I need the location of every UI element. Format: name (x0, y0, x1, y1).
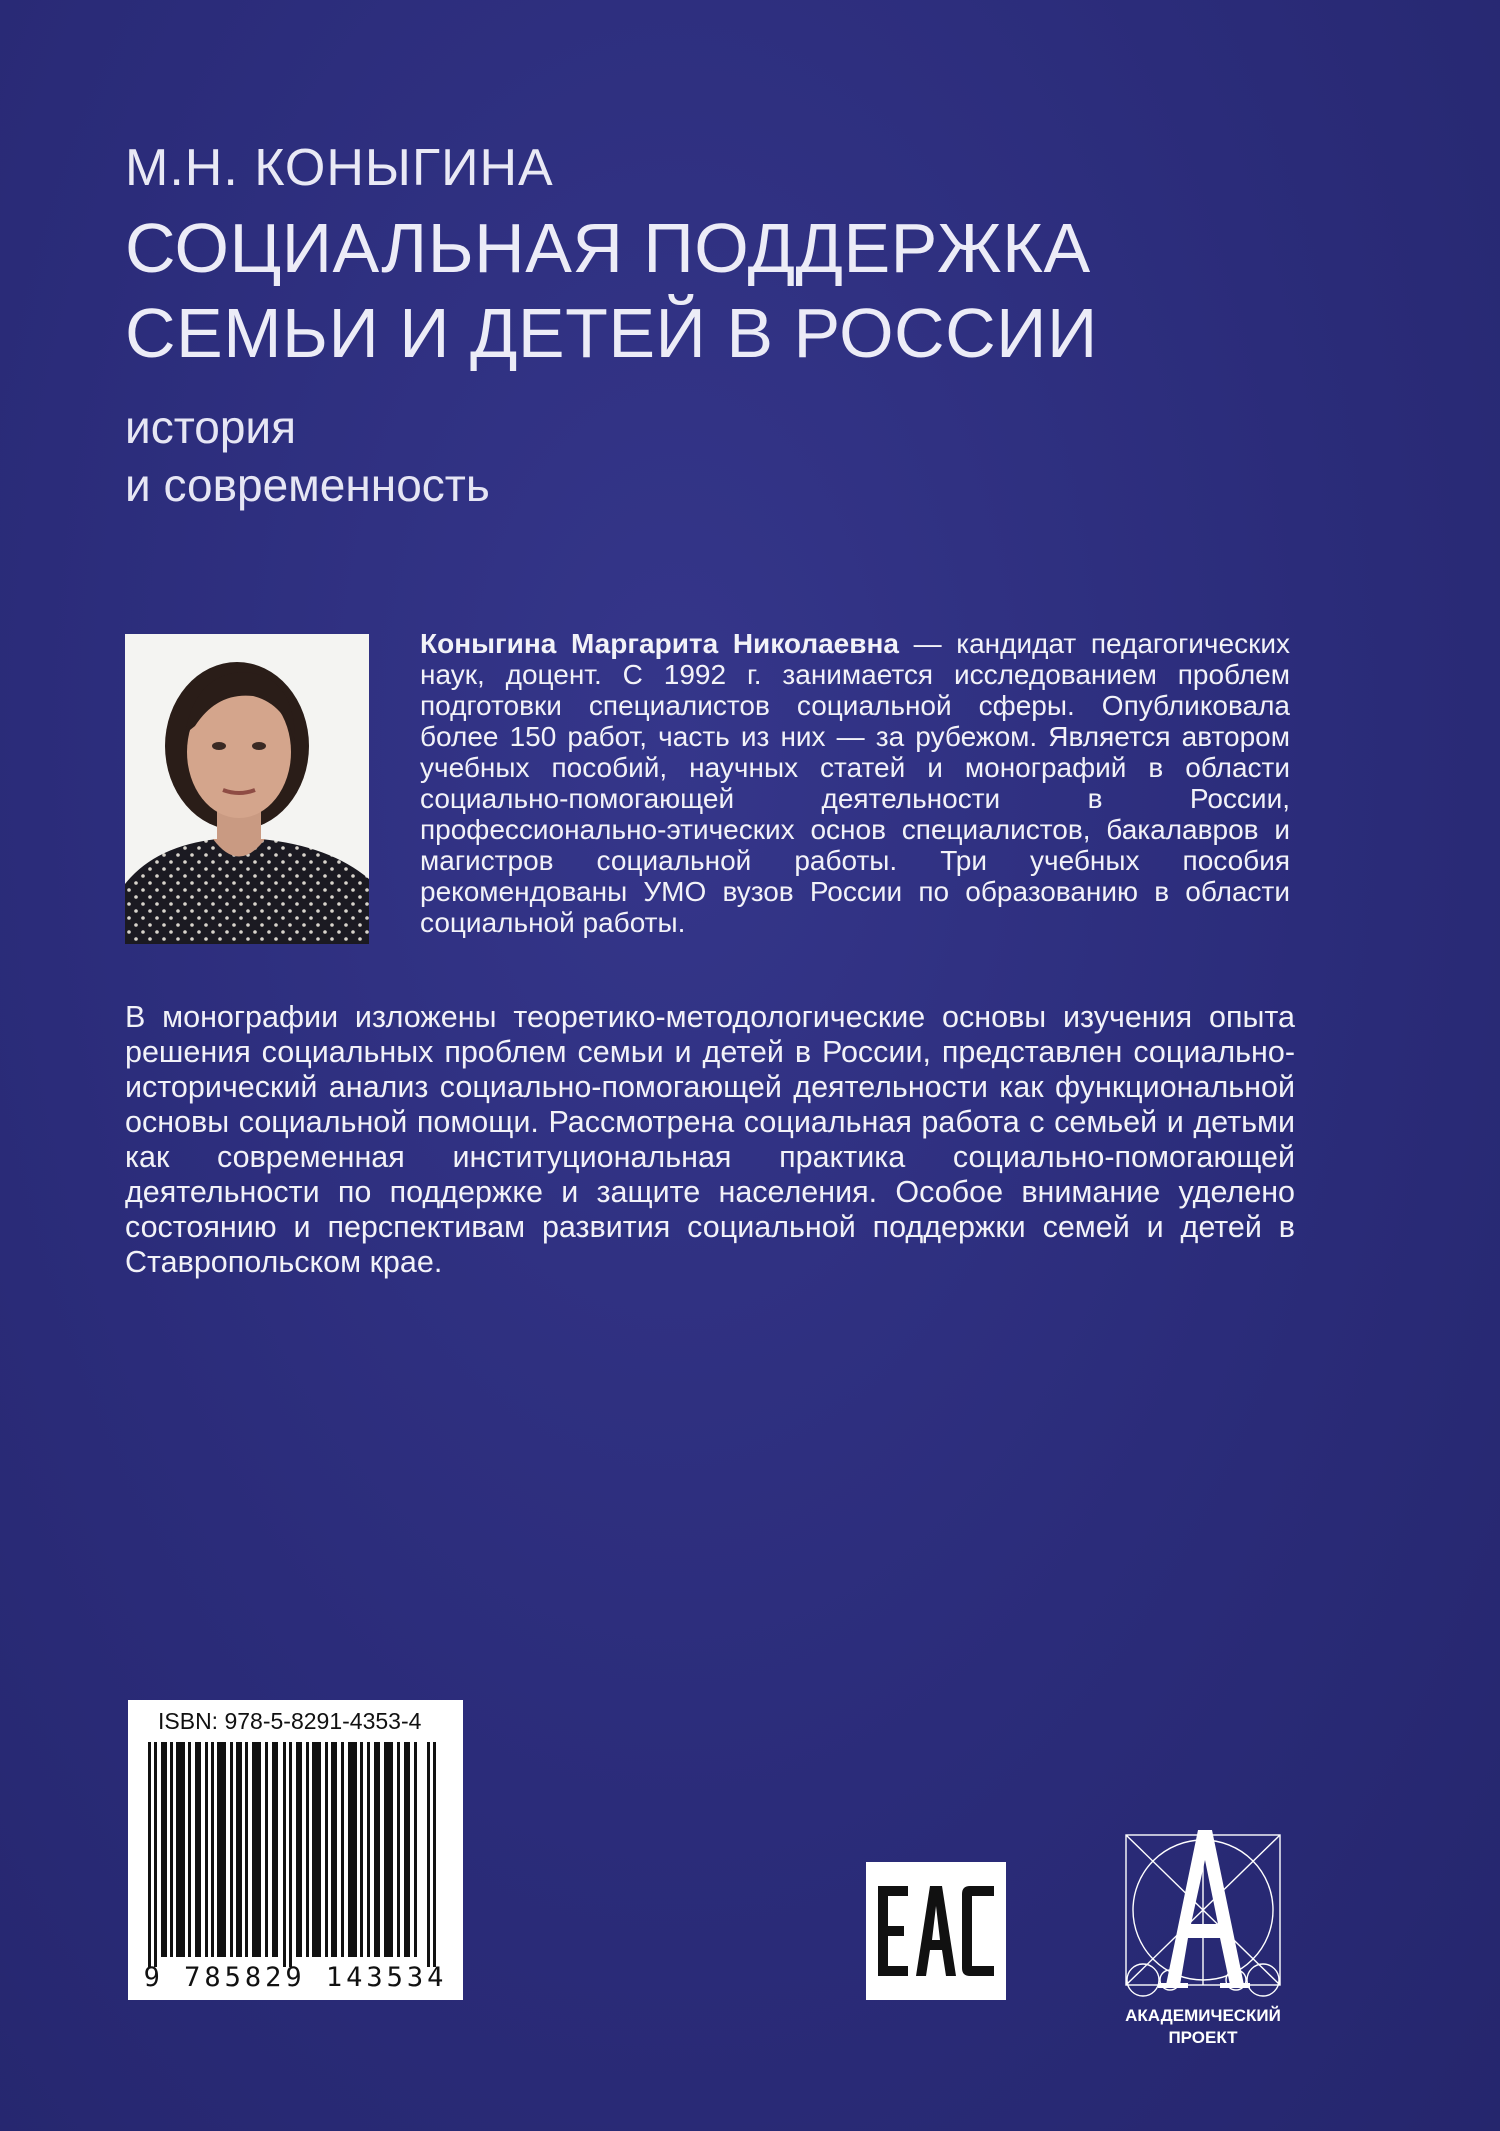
bio-author-name: Коныгина Маргарита Николаевна (420, 628, 899, 659)
author-portrait-image (125, 634, 369, 944)
publisher-name (1096, 2005, 1310, 2049)
barcode-digits: 9 785829 143534 (143, 1962, 448, 1993)
title-line-1: СОЦИАЛЬНАЯ ПОДДЕРЖКА (125, 209, 1091, 287)
title-line-2: СЕМЬИ И ДЕТЕЙ В РОССИИ (125, 294, 1098, 372)
subtitle-line-2: и современность (125, 459, 490, 511)
isbn-number: ISBN: 978-5-8291-4353-4 (158, 1708, 422, 1734)
bio-text: — кандидат педагогических наук, доцент. С 1992 г. занимается исследованием проблем подготовки специалистов социальной сферы. Опубликовала более 150 работ, часть из них — за рубежом. Является автором учебных пособий, научных статей и монографий в области социально-помогающей деятельности в России, профессионально-этических основ специалистов, бакалавров и магистров социальной работы. Три учебных пособия рекомендованы УМО вузов России по образованию в области социальной работы. (420, 628, 1290, 938)
author-name: М.Н. КОНЫГИНА (125, 139, 554, 197)
book-title (125, 206, 1098, 376)
publisher-name-line-1: АКАДЕМИЧЕСКИЙ (1125, 2006, 1281, 2025)
barcode-icon (148, 1742, 443, 1967)
author-bio (420, 628, 1290, 938)
publisher-name-line-2: ПРОЕКТ (1168, 2028, 1238, 2047)
eac-certification-mark (866, 1862, 1006, 2000)
isbn-barcode-block (128, 1700, 463, 2000)
book-annotation: В монографии изложены теоретико-методологические основы изучения опыта решения социальных проблем семьи и детей в России, представлен социально-исторический анализ социально-помогающей деятельности как функциональной основы социальной помощи. Рассмотрена социальная работа с семьей и детьми как современная институциональная практика социально-помогающей деятельности по поддержке и защите населения. Особое внимание уделено состоянию и перспективам развития социальной поддержки семей и детей в Ставропольском крае. (125, 1000, 1295, 1279)
book-subtitle (125, 398, 490, 514)
publisher-logo-icon (1108, 1820, 1298, 2010)
subtitle-line-1: история (125, 401, 297, 453)
eac-mark-icon (866, 1862, 1006, 2000)
author-photo (125, 634, 369, 944)
